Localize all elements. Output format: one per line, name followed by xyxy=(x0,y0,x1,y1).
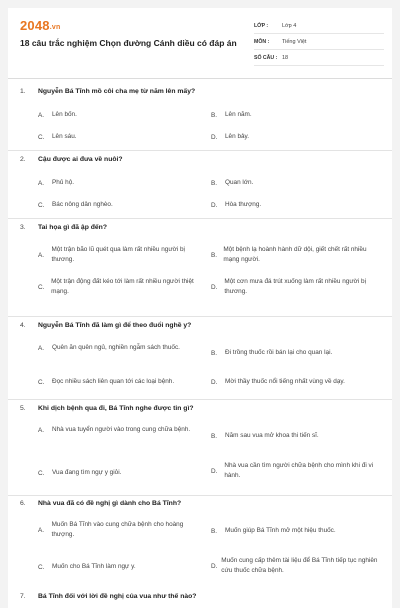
option-c[interactable] xyxy=(38,277,203,297)
option-text: Đọc nhiều sách liên quan tới các loại bệnh. xyxy=(52,378,175,385)
question-number: 4. xyxy=(20,322,26,329)
question-text: Nguyễn Bá Tĩnh đã làm gì để theo đuổi nghề y? xyxy=(38,322,192,329)
meta-row-count xyxy=(254,50,384,66)
question-text: Nguyễn Bá Tĩnh mồ côi cha mẹ từ năm lên mấy? xyxy=(38,88,196,95)
option-text: Muốn cho Bá Tĩnh làm ngự y. xyxy=(52,563,136,570)
question-heading xyxy=(20,156,123,163)
option-text: Quan lớn. xyxy=(225,179,254,186)
question-heading xyxy=(20,224,107,231)
option-text: Năm sau vua mở khoa thi tiến sĩ. xyxy=(225,432,319,439)
question-4 xyxy=(8,322,392,398)
option-a[interactable] xyxy=(38,425,203,435)
option-text: Vua đang tìm ngự y giỏi. xyxy=(52,469,122,476)
option-letter: C. xyxy=(38,283,45,291)
option-text: Lên bốn. xyxy=(52,111,77,118)
option-letter: A. xyxy=(38,426,45,434)
option-text: Hòa thượng. xyxy=(225,201,262,208)
page-title: 18 câu trắc nghiệm Chọn đường Cánh diều có đáp án xyxy=(20,38,237,48)
option-letter: C. xyxy=(38,133,45,141)
question-text: Tai họa gì đã ập đến? xyxy=(38,224,107,231)
question-number: 1. xyxy=(20,88,26,95)
option-c[interactable] xyxy=(38,562,203,572)
option-letter: B. xyxy=(211,527,218,535)
question-5 xyxy=(8,405,392,493)
question-number: 2. xyxy=(20,156,26,163)
option-a[interactable] xyxy=(38,110,198,120)
question-text: Bá Tĩnh đối với lời đề nghị của vua như thế nào? xyxy=(38,593,197,600)
meta-key: MÔN : xyxy=(254,38,270,45)
option-text: Một trận bão lũ quét qua làm rất nhiều người bị thương. xyxy=(51,246,185,263)
option-letter: D. xyxy=(211,467,218,475)
option-a[interactable] xyxy=(38,520,203,540)
option-letter: D. xyxy=(211,133,218,141)
option-text: Một bệnh lạ hoành hành dữ dội, giết chết rất nhiều mạng người. xyxy=(223,246,367,263)
question-divider xyxy=(8,316,392,317)
meta-value: Tiếng Việt xyxy=(282,38,307,45)
meta-row-grade xyxy=(254,18,384,34)
header-divider xyxy=(8,78,392,79)
option-text: Nhà vua tuyển người vào trong cung chữa bệnh. xyxy=(52,426,191,433)
question-divider xyxy=(8,495,392,496)
option-letter: B. xyxy=(211,251,218,259)
meta-value: Lớp 4 xyxy=(282,22,297,29)
site-logo[interactable] xyxy=(20,18,60,33)
option-letter: B. xyxy=(211,111,218,119)
option-letter: A. xyxy=(38,111,45,119)
option-text: Một trận động đất kéo tới làm rất nhiều người thiệt mạng. xyxy=(51,278,194,295)
option-letter: B. xyxy=(211,349,218,357)
option-d[interactable] xyxy=(211,377,386,387)
option-letter: D. xyxy=(211,283,218,291)
option-b[interactable] xyxy=(211,178,381,188)
question-number: 3. xyxy=(20,224,26,231)
question-heading xyxy=(20,593,196,600)
option-c[interactable] xyxy=(38,377,213,387)
option-text: Mời thầy thuốc nổi tiếng nhất vùng về dạy. xyxy=(225,378,345,385)
option-letter: A. xyxy=(38,526,45,534)
meta-key: SỐ CÂU : xyxy=(254,54,278,61)
option-b[interactable] xyxy=(211,245,383,265)
option-letter: C. xyxy=(38,469,45,477)
option-text: Bác nông dân nghèo. xyxy=(52,201,113,208)
option-b[interactable] xyxy=(211,526,383,536)
option-letter: D. xyxy=(211,378,218,386)
option-text: Một cơn mưa đá trút xuống làm rất nhiều người bị thương. xyxy=(224,278,366,295)
question-heading xyxy=(20,405,194,412)
meta-row-subject xyxy=(254,34,384,50)
question-7 xyxy=(8,593,392,608)
meta-key: LỚP : xyxy=(254,22,269,29)
option-d[interactable] xyxy=(211,277,383,297)
option-b[interactable] xyxy=(211,110,381,120)
question-divider xyxy=(8,399,392,400)
question-text: Nhà vua đã có đề nghị gì dành cho Bá Tĩnh? xyxy=(38,500,182,507)
question-text: Khi dịch bệnh qua đi, Bá Tĩnh nghe được tin gì? xyxy=(38,405,194,412)
option-a[interactable] xyxy=(38,245,203,265)
meta-value: 18 xyxy=(282,54,289,61)
option-letter: A. xyxy=(38,344,45,352)
option-d[interactable] xyxy=(211,200,381,210)
option-b[interactable] xyxy=(211,348,386,358)
option-text: Lên bảy. xyxy=(225,133,250,140)
option-letter: D. xyxy=(211,562,218,570)
logo-suffix: .vn xyxy=(49,24,61,31)
quiz-meta xyxy=(254,18,384,66)
option-letter: A. xyxy=(38,179,45,187)
option-text: Quên ăn quên ngủ, nghiền ngẫm sách thuốc. xyxy=(52,344,180,351)
option-text: Đi trồng thuốc rồi bán lại cho quan lại. xyxy=(225,349,333,356)
option-letter: C. xyxy=(38,201,45,209)
question-1 xyxy=(8,88,392,148)
logo-text: 2048 xyxy=(20,18,50,33)
option-d[interactable] xyxy=(211,556,383,576)
option-text: Muốn giúp Bá Tĩnh mở một hiệu thuốc. xyxy=(225,527,336,534)
question-number: 5. xyxy=(20,405,26,412)
option-text: Muốn Bá Tĩnh vào cung chữa bệnh cho hoàng thượng. xyxy=(51,521,184,538)
option-text: Muốn cung cấp thêm tài liệu để Bá Tĩnh tiếp tục nghiên cứu thuốc chữa bệnh. xyxy=(221,557,378,574)
option-letter: B. xyxy=(211,432,218,440)
option-text: Phủ hộ. xyxy=(52,179,75,186)
option-letter: A. xyxy=(38,251,45,259)
question-text: Cậu được ai đưa về nuôi? xyxy=(38,156,123,163)
question-6 xyxy=(8,500,392,592)
question-number: 7. xyxy=(20,593,26,600)
option-text: Lên năm. xyxy=(225,111,252,118)
option-d[interactable] xyxy=(211,461,383,481)
option-text: Nhà vua cần tìm người chữa bệnh cho mình khi đi vi hành. xyxy=(224,462,374,479)
option-b[interactable] xyxy=(211,431,383,441)
question-heading xyxy=(20,88,195,95)
quiz-header xyxy=(8,8,392,78)
option-letter: C. xyxy=(38,378,45,386)
option-letter: B. xyxy=(211,179,218,187)
question-divider xyxy=(8,218,392,219)
option-c[interactable] xyxy=(38,132,198,142)
question-2 xyxy=(8,156,392,216)
option-letter: C. xyxy=(38,563,45,571)
question-heading xyxy=(20,322,191,329)
option-d[interactable] xyxy=(211,132,381,142)
question-divider xyxy=(8,150,392,151)
option-a[interactable] xyxy=(38,343,198,353)
quiz-page xyxy=(8,8,392,608)
question-3 xyxy=(8,224,392,314)
option-letter: D. xyxy=(211,201,218,209)
question-heading xyxy=(20,500,181,507)
option-a[interactable] xyxy=(38,178,198,188)
option-c[interactable] xyxy=(38,200,198,210)
option-text: Lên sáu. xyxy=(52,133,77,140)
option-c[interactable] xyxy=(38,468,203,478)
question-number: 6. xyxy=(20,500,26,507)
